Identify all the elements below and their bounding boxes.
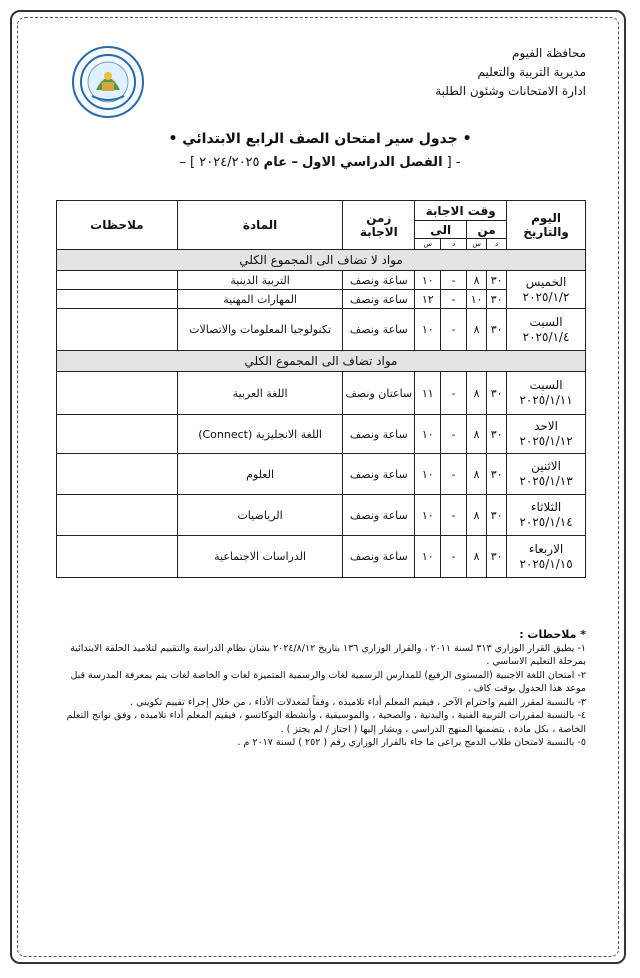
department-name: ادارة الامتحانات وشئون الطلبة	[435, 84, 586, 98]
from-hour: ٨	[467, 415, 487, 454]
from-minute: ٣٠	[487, 415, 507, 454]
day-date-cell	[507, 309, 586, 351]
table-row	[57, 495, 586, 536]
subject: اللغة العربية	[177, 372, 343, 415]
from-minute: ٣٠	[487, 290, 507, 309]
table-row	[57, 454, 586, 495]
subject: الدراسات الاجتماعية	[177, 536, 343, 578]
from-minute: ٣٠	[487, 271, 507, 290]
from-hour: ٨	[467, 454, 487, 495]
duration: ساعة ونصف	[343, 415, 415, 454]
directorate-header	[435, 44, 586, 101]
ministry-logo	[72, 46, 144, 118]
to-minute: -	[441, 454, 467, 495]
header-notes: ملاحظات	[57, 201, 178, 250]
notes-cell	[57, 495, 178, 536]
table-row	[57, 372, 586, 415]
exam-schedule-table	[56, 200, 586, 578]
day-name: الاثنين	[531, 459, 561, 473]
day-date-cell	[507, 454, 586, 495]
unit-minute: د	[441, 239, 467, 250]
from-hour: ٨	[467, 372, 487, 415]
schedule-subtitle	[0, 155, 640, 170]
day-date-cell	[507, 415, 586, 454]
section-counted: مواد تضاف الى المجموع الكلي	[57, 351, 586, 372]
subject: اللغة الانجليزية (Connect)	[177, 415, 343, 454]
header-from: من	[467, 221, 507, 239]
header-subject: المادة	[177, 201, 343, 250]
from-hour: ٨	[467, 536, 487, 578]
note-item: ٥- بالنسبة لامتحان طلاب الدمج يراعى ما جاء بالقرار الوزاري رقم ( ٢٥٢ ) لسنة ٢٠١٧ م .	[237, 737, 586, 748]
notes-cell	[57, 372, 178, 415]
note-item: ١- يطبق القرار الوزاري ٣١٣ لسنة ٢٠١١ ، والقرار الوزاري ١٣٦ بتاريخ ٢٠٢٤/٨/١٢ بشان نظام الدراسة والتقييم لتلاميذ الحلقة الابتدائية بمرحلة التعليم الاساسي .	[70, 642, 586, 667]
table-row	[57, 415, 586, 454]
subject: العلوم	[177, 454, 343, 495]
day-date-cell	[507, 495, 586, 536]
header-duration: زمن الاجابة	[343, 201, 415, 250]
schedule-title: • جدول سير امتحان الصف الرابع الابتدائي •	[168, 131, 472, 147]
from-minute: ٣٠	[487, 454, 507, 495]
from-hour: ٨	[467, 309, 487, 351]
subject: تكنولوجيا المعلومات والاتصالات	[177, 309, 343, 351]
notes-cell	[57, 454, 178, 495]
to-hour: ١٠	[415, 454, 441, 495]
from-minute: ٣٠	[487, 495, 507, 536]
header-answer-time: وقت الاجابة	[415, 201, 507, 221]
table-row	[57, 271, 586, 290]
table-row	[57, 536, 586, 578]
duration: ساعة ونصف	[343, 309, 415, 351]
to-hour: ١٠	[415, 415, 441, 454]
duration: ساعة ونصف	[343, 454, 415, 495]
unit-hour: س	[415, 239, 441, 250]
table-row	[57, 290, 586, 309]
exam-date: ٢٠٢٥/١/١٤	[519, 515, 573, 529]
day-date-cell	[507, 271, 586, 309]
day-date-cell	[507, 372, 586, 415]
exam-date: ٢٠٢٥/١/١١	[519, 393, 573, 407]
day-name: السبت	[529, 314, 563, 329]
to-hour: ١٠	[415, 536, 441, 578]
notes-cell	[57, 309, 178, 351]
year-label: – عام	[263, 155, 298, 170]
from-hour: ١٠	[467, 290, 487, 309]
day-name: الخميس	[525, 274, 567, 289]
duration: ساعة ونصف	[343, 290, 415, 309]
note-item: ٤- بالنسبة لمقررات التربية الفنية ، والبدنية ، والصحية ، والموسيقية ، وأنشطة التوكاتسو ، فيقيم المعلم أداء تلاميذه ، وفق نواتج التعلم الخاصة ، بكل مادة ، يتضمنها المنهج الدراسي ، ويشار إليها ( اجتاز / لم يجتز ) .	[66, 710, 586, 735]
note-item: ٣- بالنسبة لمقرر القيم واحترام الآخر ، فيقيم المعلم أداء تلاميذه ، وفقاً لمعدلات الأداء ، من خلال إجراء تقييم تكويني .	[130, 696, 586, 708]
day-date-cell	[507, 536, 586, 578]
notes-cell	[57, 415, 178, 454]
notes-cell	[57, 290, 178, 309]
governorate-name: محافظة الفيوم	[512, 46, 586, 60]
notes-cell	[57, 271, 178, 290]
to-hour: ١٢	[415, 290, 441, 309]
exam-date: ٢٠٢٥/١/١٣	[519, 474, 573, 488]
duration: ساعتان ونصف	[343, 372, 415, 415]
unit-hour: س	[467, 239, 487, 250]
to-minute: -	[441, 415, 467, 454]
day-name: الثلاثاء	[530, 500, 562, 514]
section-not-counted: مواد لا تضاف الى المجموع الكلي	[57, 250, 586, 271]
from-hour: ٨	[467, 271, 487, 290]
subtitle-dash-start: - [	[446, 155, 461, 170]
exam-date: ٢٠٢٥/١/٢	[522, 289, 570, 304]
to-minute: -	[441, 372, 467, 415]
subject: الرياضيات	[177, 495, 343, 536]
academic-year: ٢٠٢٤/٢٠٢٥	[199, 155, 260, 170]
to-minute: -	[441, 309, 467, 351]
to-minute: -	[441, 290, 467, 309]
notes-cell	[57, 536, 178, 578]
day-name: الاحد	[534, 419, 558, 433]
duration: ساعة ونصف	[343, 536, 415, 578]
subject: التربية الدينية	[177, 271, 343, 290]
unit-minute: د	[487, 239, 507, 250]
directorate-name: مديرية التربية والتعليم	[477, 65, 586, 79]
header-to: الى	[415, 221, 467, 239]
to-hour: ١١	[415, 372, 441, 415]
to-hour: ١٠	[415, 495, 441, 536]
to-minute: -	[441, 495, 467, 536]
from-minute: ٣٠	[487, 309, 507, 351]
day-name: الاربعاء	[528, 541, 564, 556]
exam-date: ٢٠٢٥/١/١٢	[519, 434, 573, 448]
to-hour: ١٠	[415, 271, 441, 290]
exam-date: ٢٠٢٥/١/١٥	[519, 556, 573, 571]
subject: المهارات المهنية	[177, 290, 343, 309]
header-day-date: اليوم والتاريخ	[507, 201, 586, 250]
to-hour: ١٠	[415, 309, 441, 351]
from-minute: ٣٠	[487, 372, 507, 415]
to-minute: -	[441, 536, 467, 578]
from-minute: ٣٠	[487, 536, 507, 578]
from-hour: ٨	[467, 495, 487, 536]
duration: ساعة ونصف	[343, 271, 415, 290]
day-name: السبت	[529, 378, 563, 392]
to-minute: -	[441, 271, 467, 290]
duration: ساعة ونصف	[343, 495, 415, 536]
subtitle-dash-end: ] –	[179, 155, 196, 170]
table-row	[57, 309, 586, 351]
note-item: ٢- امتحان اللغة الاجنبية (المستوى الرفيع) للمدارس الرسمية لغات والرسمية المتميزة لغات و الخاصة لغات يتم بمعرفة المدرسة قبل موعد هذا الجدول بوقت كاف .	[70, 669, 586, 694]
term-name: الفصل الدراسي الاول	[302, 155, 443, 170]
notes-section	[52, 628, 586, 750]
notes-heading: * ملاحظات :	[519, 628, 586, 641]
exam-date: ٢٠٢٥/١/٤	[522, 329, 570, 344]
